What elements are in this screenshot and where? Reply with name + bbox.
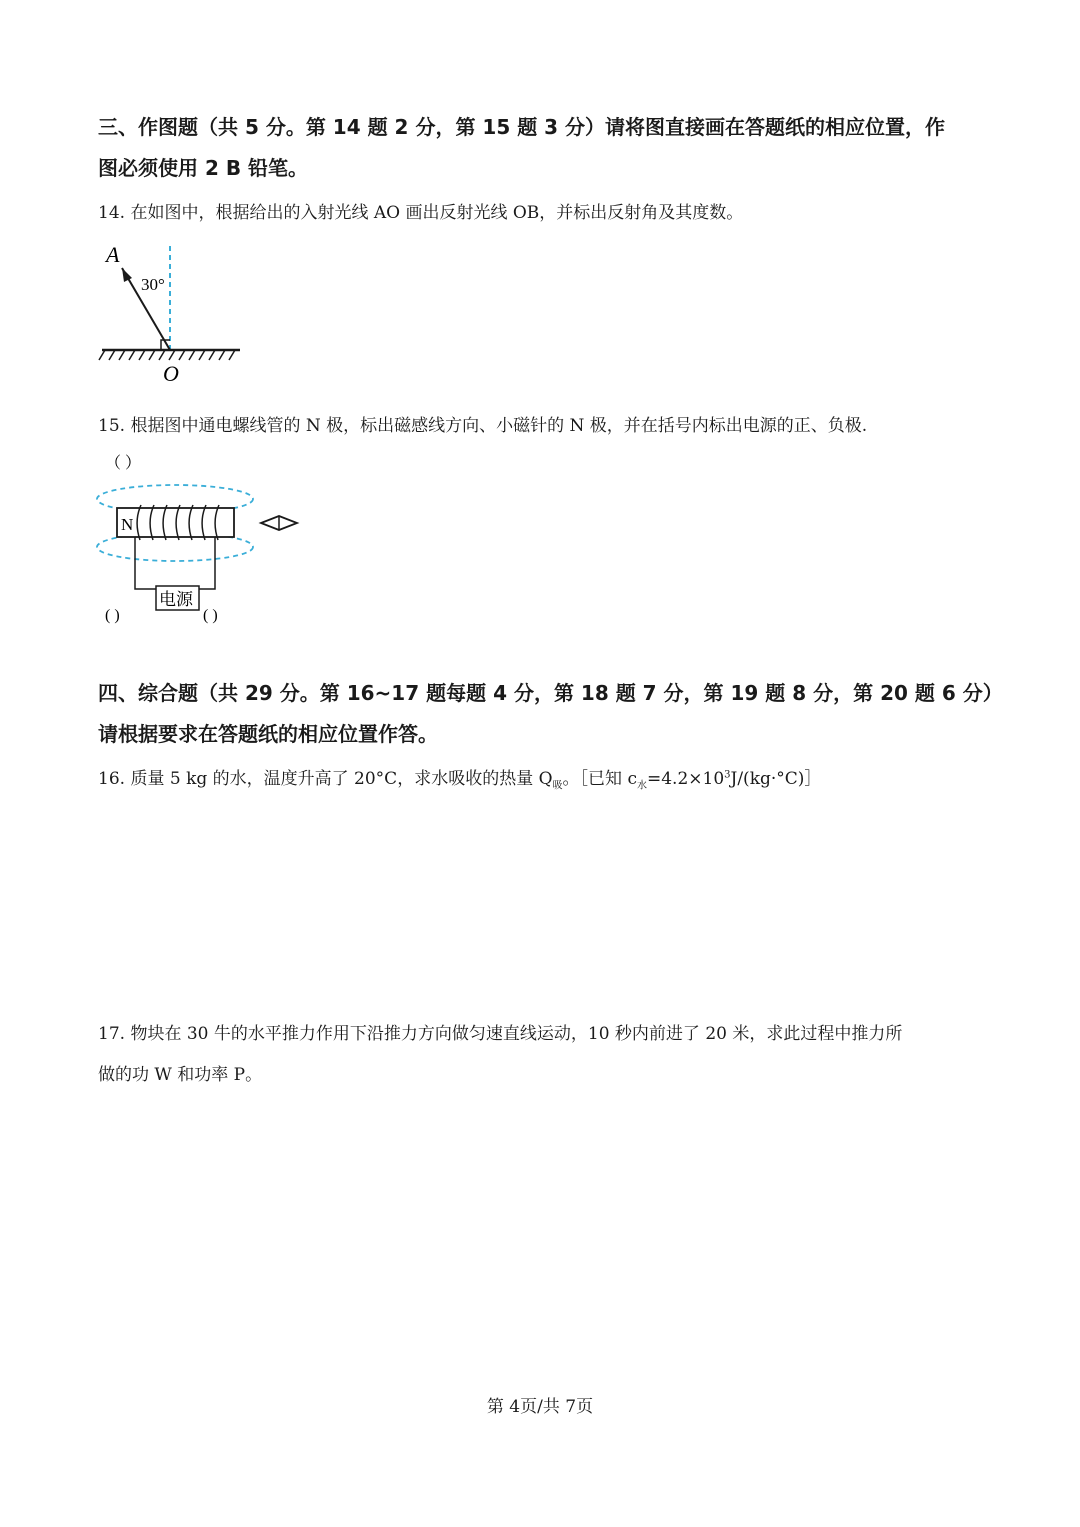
- page-number: 第 4页/共 7页: [486, 1397, 594, 1417]
- angle-label: 30°: [141, 275, 165, 294]
- power-source-label: 电源: [159, 590, 193, 609]
- question-16-text: [98, 764, 821, 791]
- question-17-line2: 做的功 W 和功率 P。: [98, 1065, 263, 1085]
- q16-unit: J/(kg·°C)］: [730, 769, 822, 789]
- section4-title-line1: 四、综合题（共 29 分。第 16~17 题每题 4 分，第 18 题 7 分，第 19 题 8 分，第 20 题 6 分）: [98, 681, 1003, 705]
- incident-arrow-icon: [122, 268, 132, 282]
- top-bracket: （ ）: [105, 455, 142, 472]
- label-o: O: [163, 361, 179, 386]
- section4-title-line2: 请根据要求在答题纸的相应位置作答。: [98, 722, 438, 746]
- section3-title-line1: 三、作图题（共 5 分。第 14 题 2 分，第 15 题 3 分）请将图直接画在答题纸的相应位置，作: [98, 115, 946, 139]
- right-bracket: ( ): [203, 607, 218, 624]
- label-a: A: [106, 242, 120, 267]
- q16-formula: =4.2×10: [646, 769, 725, 789]
- wire-right: [199, 537, 215, 589]
- q16-sub-absorb: 吸: [552, 780, 563, 792]
- q16-prefix: 16. 质量 5 kg 的水，温度升高了 20°C，求水吸收的热量 Q: [98, 769, 553, 789]
- section3-title-line2: 图必须使用 2 B 铅笔。: [98, 156, 309, 180]
- mirror-hatching: [99, 350, 235, 360]
- q16-sub-water: 水: [636, 780, 647, 792]
- question-15-text: 15. 根据图中通电螺线管的 N 极，标出磁感线方向、小磁针的 N 极，并在括号内标出电源的正、负极.: [98, 416, 868, 436]
- n-pole-label: N: [121, 515, 134, 534]
- question-17-line1: 17. 物块在 30 牛的水平推力作用下沿推力方向做匀速直线运动，10 秒内前进了 20 米，求此过程中推力所: [98, 1024, 903, 1044]
- solenoid-figure: [95, 448, 315, 630]
- left-bracket: ( ): [105, 607, 120, 624]
- reflection-figure: [95, 238, 255, 388]
- q16-mid: 。［已知 c: [562, 769, 637, 789]
- question-14-text: 14. 在如图中，根据给出的入射光线 AO 画出反射光线 OB，并标出反射角及其度数。: [98, 203, 744, 223]
- q16-exponent: 3: [724, 769, 731, 781]
- wire-left: [135, 537, 157, 589]
